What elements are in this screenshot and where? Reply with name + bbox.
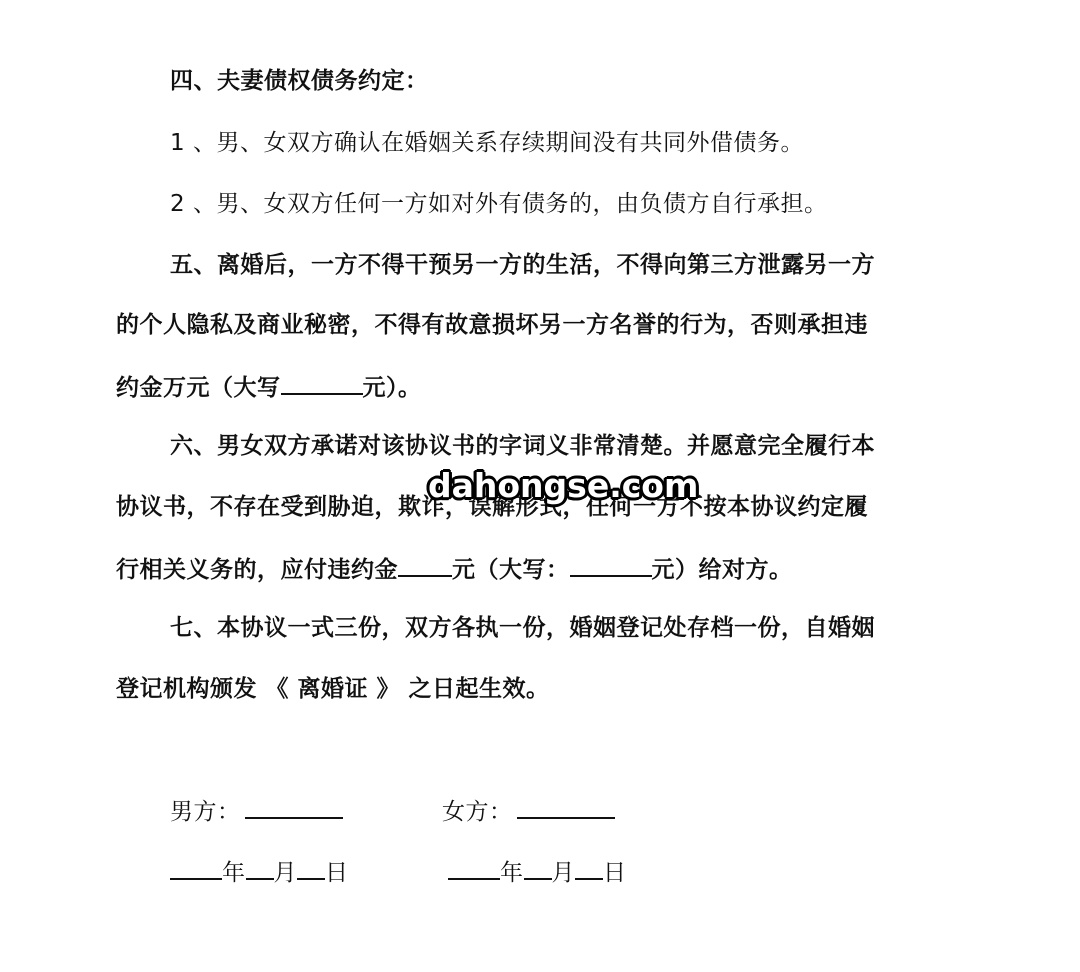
female-date-year-blank[interactable]: [448, 856, 500, 880]
amount-in-words-blank[interactable]: [281, 371, 363, 395]
section-5-line-2: 的个人隐私及商业秘密，不得有故意损坏另一方名誉的行为，否则承担违: [116, 312, 868, 338]
watermark: dahongse.com: [428, 466, 699, 505]
section-6-line-3-text-c: 元）给对方。: [651, 557, 793, 583]
section-7-line-1: 七、本协议一式三份，双方各执一份，婚姻登记处存档一份，自婚姻: [170, 615, 875, 641]
section-4-heading: 四、夫妻债权债务约定：: [170, 68, 429, 94]
female-date-day-label: 日: [603, 860, 627, 886]
section-6-line-2: 协议书，不存在受到胁迫，欺诈，误解形式，任何一方不按本协议约定履: [116, 494, 868, 520]
section-6-line-3-text-a: 行相关义务的，应付违约金: [116, 557, 398, 583]
male-date-month-blank[interactable]: [246, 856, 274, 880]
section-4-item-1: 1 、男、女双方确认在婚姻关系存续期间没有共同外借债务。: [170, 130, 804, 156]
male-date-year-blank[interactable]: [170, 856, 222, 880]
section-5-line-1: 五、离婚后，一方不得干预另一方的生活，不得向第三方泄露另一方: [170, 252, 875, 278]
male-signature: [170, 795, 343, 827]
section-6-line-3: [116, 553, 793, 585]
male-date-year-label: 年: [222, 860, 246, 886]
male-signature-label: 男方：: [170, 799, 241, 825]
section-6-line-3-text-b: 元（大写：: [452, 557, 570, 583]
male-date-day-blank[interactable]: [297, 856, 325, 880]
penalty-amount-in-words-blank[interactable]: [570, 553, 652, 577]
section-4-item-2: 2 、男、女双方任何一方如对外有债务的，由负债方自行承担。: [170, 191, 828, 217]
female-date-day-blank[interactable]: [575, 856, 603, 880]
male-date-day-label: 日: [325, 860, 349, 886]
section-7-line-2: 登记机构颁发 《 离婚证 》 之日起生效。: [116, 676, 550, 702]
female-date-month-blank[interactable]: [524, 856, 552, 880]
section-5-line-3-text-b: 元）。: [362, 375, 422, 401]
male-date: [170, 856, 349, 888]
penalty-amount-blank[interactable]: [398, 553, 452, 577]
section-5-line-3: [116, 371, 422, 403]
female-signature: [442, 795, 615, 827]
female-date-month-label: 月: [551, 860, 575, 886]
female-date-year-label: 年: [500, 860, 524, 886]
male-signature-blank[interactable]: [245, 795, 343, 819]
female-signature-blank[interactable]: [517, 795, 615, 819]
female-date: [448, 856, 627, 888]
female-signature-label: 女方：: [442, 799, 513, 825]
section-5-line-3-text-a: 约金万元（大写: [116, 375, 281, 401]
section-6-line-1: 六、男女双方承诺对该协议书的字词义非常清楚。并愿意完全履行本: [170, 433, 875, 459]
male-date-month-label: 月: [273, 860, 297, 886]
